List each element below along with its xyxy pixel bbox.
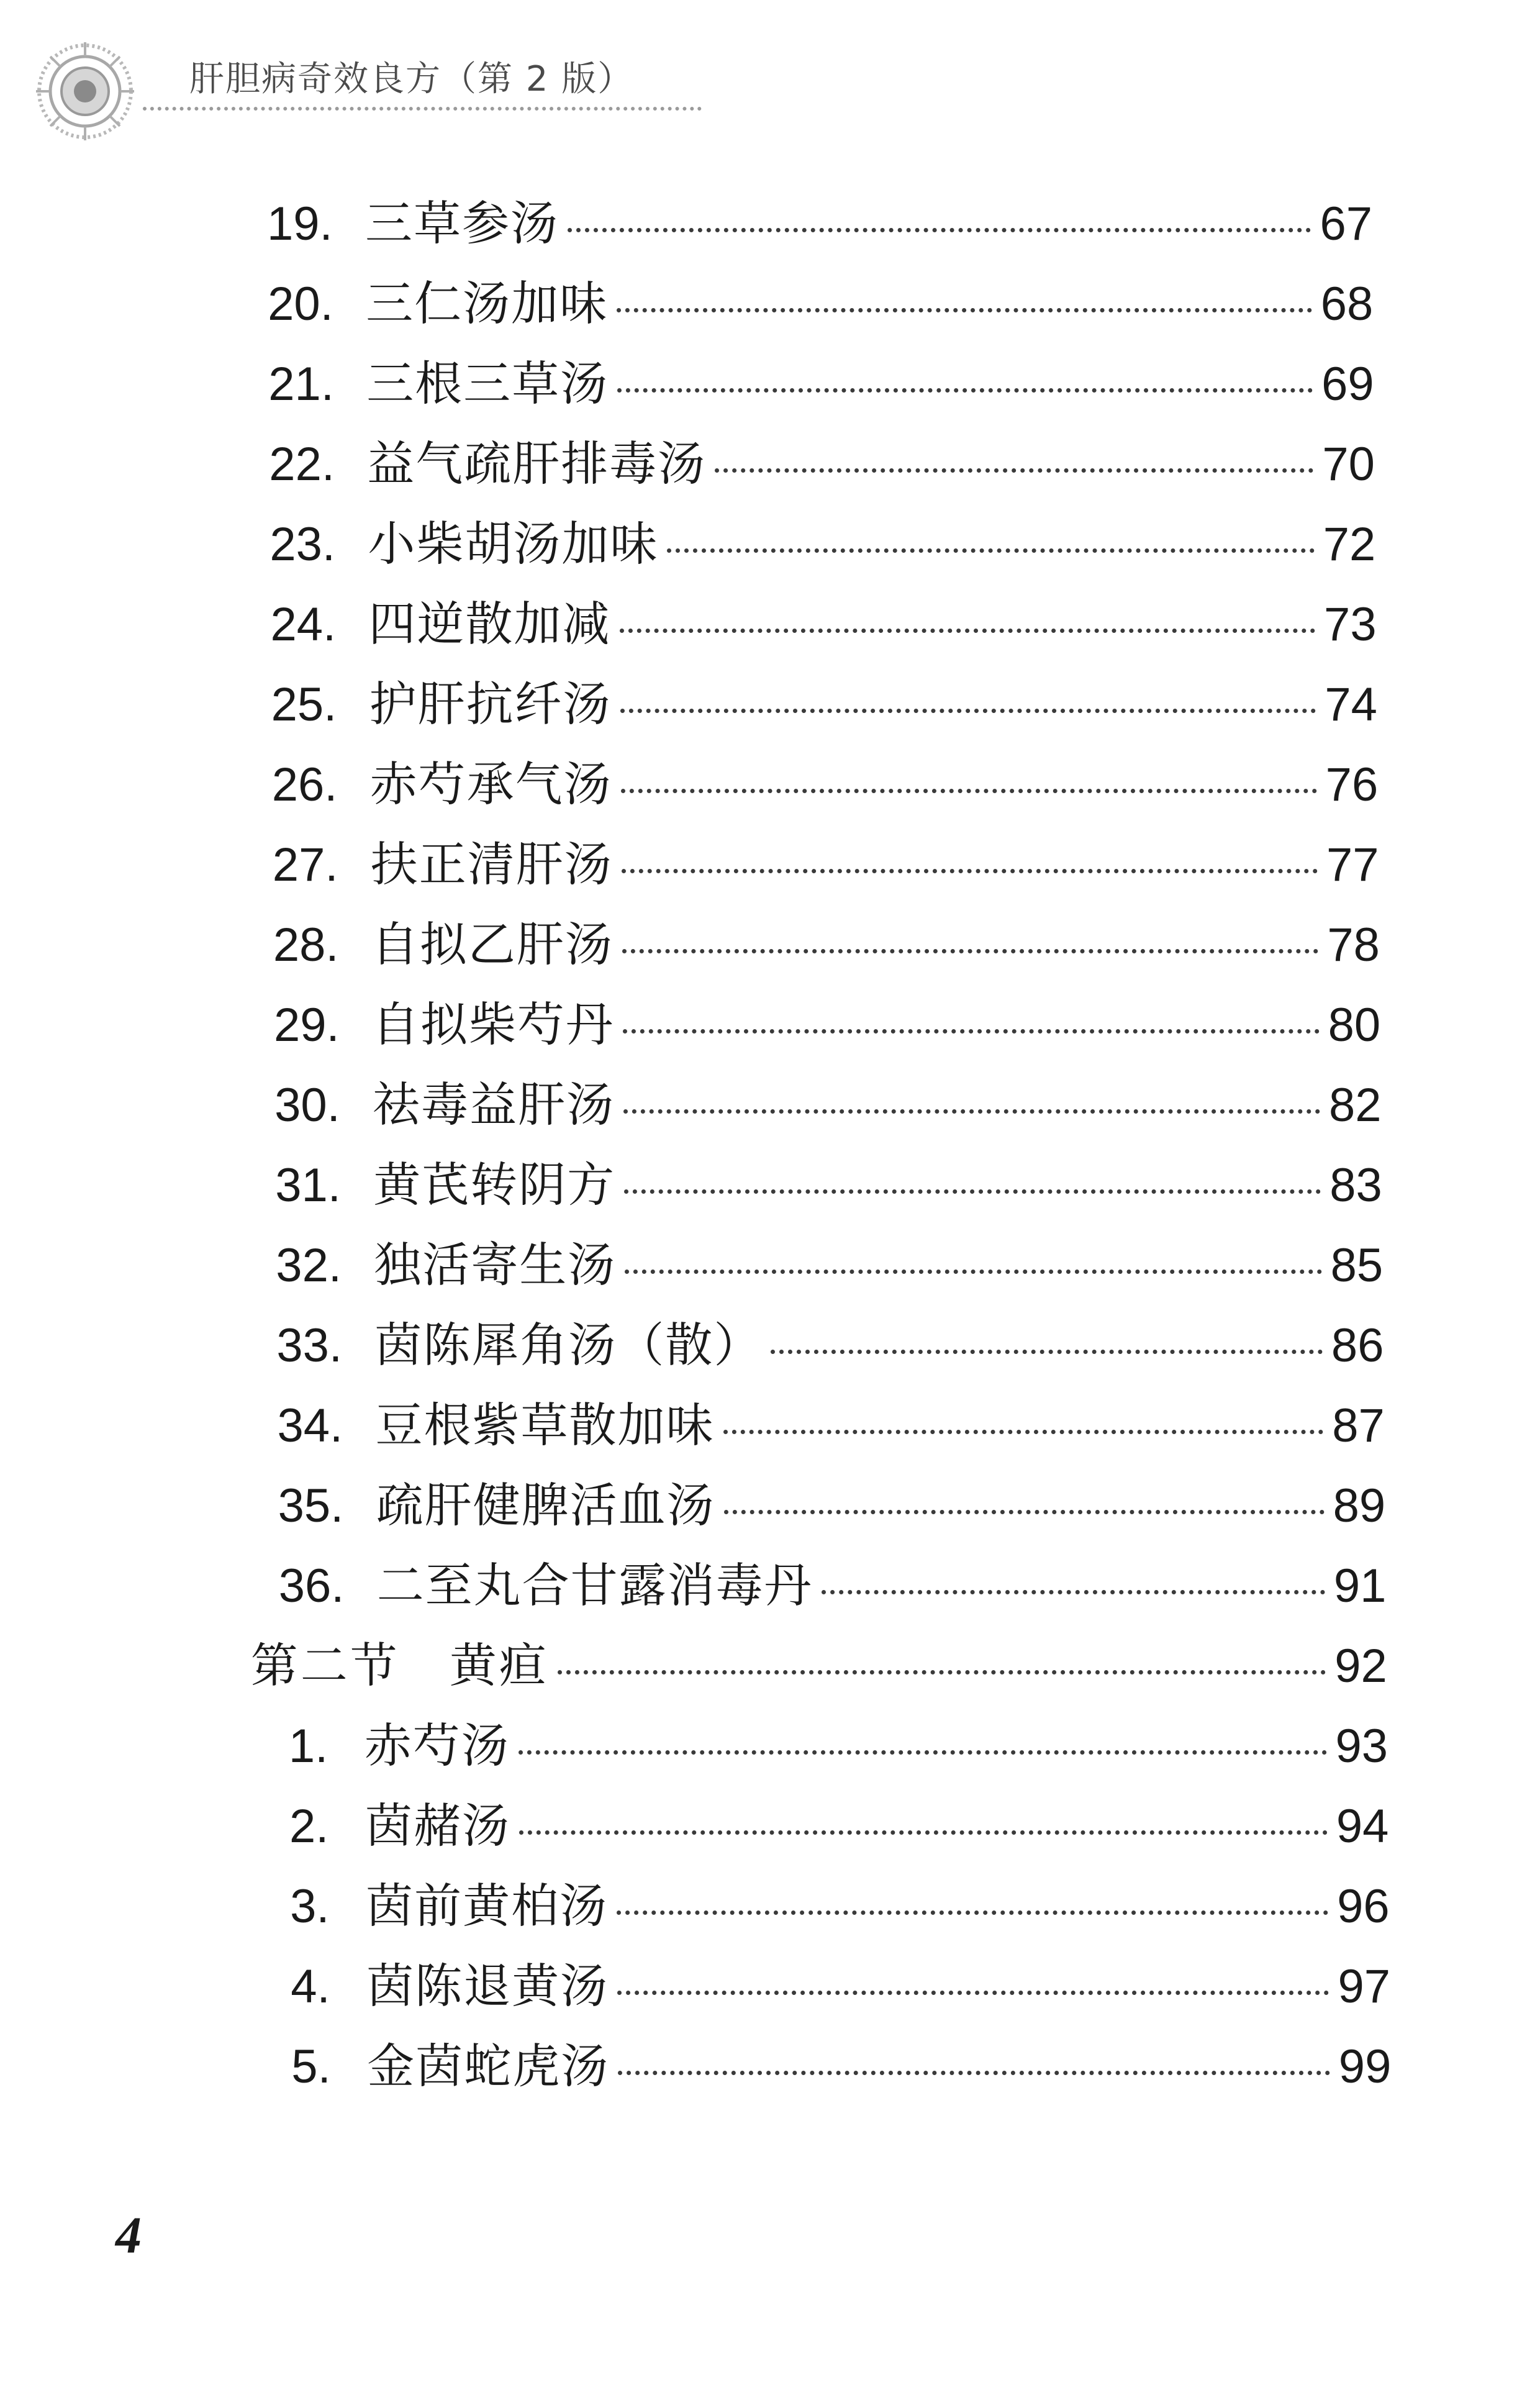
dot-leader	[822, 1590, 1325, 1594]
toc-entry-number: 23.	[270, 518, 336, 571]
dot-leader	[625, 1270, 1321, 1274]
toc-entry-number: 1.	[288, 1720, 328, 1773]
toc-entry-title: 益气疏肝排毒汤	[367, 436, 707, 491]
toc-entry-number: 4.	[291, 1960, 330, 2013]
toc-entry[interactable]	[276, 1228, 1383, 1302]
toc-entry-page: 92	[1334, 1640, 1387, 1692]
dot-leader	[568, 228, 1311, 232]
toc-entry-page: 77	[1326, 838, 1379, 891]
toc-entry[interactable]	[278, 1468, 1386, 1543]
toc-section-heading[interactable]	[251, 1629, 1387, 1703]
dot-leader	[617, 308, 1312, 312]
dot-leader	[622, 949, 1318, 953]
toc-entry-title: 赤芍汤	[364, 1718, 510, 1773]
toc-entry-title: 赤芍承气汤	[369, 756, 612, 812]
toc-entry-title: 茵前黄柏汤	[366, 1878, 609, 1933]
toc-entry-page: 83	[1329, 1159, 1382, 1212]
toc-entry-number: 28.	[273, 919, 339, 971]
toc-entry-page: 87	[1332, 1399, 1385, 1452]
toc-section-title: 第二节 黄疸	[250, 1638, 549, 1693]
dot-leader	[724, 1510, 1325, 1514]
toc-entry[interactable]	[274, 988, 1380, 1062]
toc-entry-title: 黄芪转阴方	[373, 1157, 616, 1212]
dot-leader	[618, 2071, 1330, 2075]
toc-entry-page: 70	[1322, 438, 1375, 491]
toc-entry[interactable]	[274, 1068, 1381, 1142]
toc-entry-page: 72	[1323, 518, 1376, 571]
toc-entry-page: 85	[1330, 1239, 1384, 1292]
toc-entry[interactable]	[279, 1548, 1387, 1623]
toc-entry[interactable]	[268, 266, 1373, 341]
toc-entry-title: 小柴胡汤加味	[368, 516, 659, 571]
dot-leader	[723, 1430, 1324, 1434]
toc-entry[interactable]	[291, 1949, 1390, 2024]
toc-entry-number: 25.	[271, 678, 337, 731]
toc-entry-page: 76	[1325, 758, 1379, 811]
dot-leader	[558, 1670, 1326, 1674]
toc-entry-number: 34.	[277, 1399, 343, 1452]
dot-leader	[519, 1750, 1327, 1755]
toc-entry-page: 69	[1321, 358, 1374, 411]
toc-entry-number: 20.	[268, 278, 333, 330]
toc-entry-title: 自拟乙肝汤	[371, 917, 614, 972]
running-header-title: 肝胆病奇效良方（第 2 版）	[189, 59, 634, 99]
toc-entry[interactable]	[278, 1388, 1385, 1463]
toc-entry-number: 2.	[289, 1800, 329, 1853]
dot-leader	[617, 1910, 1328, 1915]
dot-leader	[621, 789, 1317, 793]
toc-entry-page: 94	[1336, 1800, 1389, 1853]
toc-entry-page: 74	[1325, 678, 1377, 731]
toc-entry-number: 5.	[291, 2040, 331, 2093]
toc-entry-number: 35.	[278, 1479, 344, 1532]
dot-leader	[624, 1189, 1321, 1194]
dot-leader	[622, 869, 1318, 873]
toc-entry-number: 3.	[290, 1880, 330, 1933]
toc-entry-number: 31.	[275, 1159, 341, 1212]
toc-entry-page: 73	[1324, 598, 1377, 651]
toc-entry[interactable]	[270, 507, 1375, 581]
dot-leader	[620, 629, 1316, 633]
toc-entry-title: 茵陈退黄汤	[366, 1958, 609, 2014]
toc-entry-page: 67	[1320, 198, 1372, 250]
dot-leader	[617, 1991, 1329, 1995]
toc-entry-title: 三草参汤	[365, 196, 559, 251]
toc-entry-number: 22.	[269, 438, 335, 491]
toc-entry[interactable]	[291, 2029, 1391, 2104]
toc-entry-number: 32.	[276, 1239, 342, 1292]
dot-leader	[667, 548, 1314, 553]
toc-entry-page: 93	[1335, 1720, 1388, 1773]
header-divider	[143, 107, 702, 111]
toc-entry[interactable]	[272, 747, 1379, 822]
toc-entry-page: 99	[1338, 2040, 1392, 2093]
toc-entry-title: 三仁汤加味	[366, 276, 609, 331]
toc-entry-page: 91	[1333, 1560, 1387, 1612]
toc-entry[interactable]	[273, 827, 1379, 902]
toc-entry-number: 30.	[274, 1079, 340, 1132]
toc-entry-title: 茵赭汤	[365, 1798, 510, 1853]
dot-leader	[617, 388, 1313, 393]
toc-entry-title: 疏肝健脾活血汤	[376, 1478, 715, 1533]
toc-entry-title: 茵陈犀角汤（散）	[374, 1317, 763, 1373]
toc-entry-page: 89	[1333, 1479, 1386, 1532]
dot-leader	[715, 468, 1313, 473]
dot-leader	[620, 709, 1316, 713]
page-number: 4	[116, 2207, 142, 2265]
toc-entry-title: 独活寄生汤	[374, 1237, 617, 1292]
toc-entry[interactable]	[289, 1709, 1388, 1783]
toc-entry-title: 自拟柴芍丹	[372, 997, 614, 1052]
toc-entry-number: 33.	[276, 1319, 343, 1372]
toc-entry[interactable]	[269, 427, 1375, 501]
toc-entry-number: 29.	[274, 999, 340, 1052]
toc-entry[interactable]	[276, 1308, 1384, 1383]
dot-leader	[519, 1830, 1328, 1835]
toc-entry-title: 护肝抗纤汤	[369, 676, 612, 732]
toc-entry-title: 扶正清肝汤	[370, 837, 613, 892]
toc-entry[interactable]	[275, 1148, 1382, 1222]
toc-entry-page: 78	[1327, 919, 1380, 971]
toc-entry-number: 19.	[267, 198, 333, 250]
toc-entry-number: 21.	[268, 358, 334, 411]
toc-entry[interactable]	[271, 587, 1377, 661]
toc-entry-page: 96	[1337, 1880, 1390, 1933]
toc-entry-title: 三根三草汤	[366, 356, 609, 411]
toc-entry-page: 86	[1331, 1319, 1384, 1372]
toc-entry[interactable]	[273, 907, 1380, 982]
toc-entry[interactable]	[267, 186, 1372, 261]
toc-entry-page: 68	[1320, 278, 1374, 330]
toc-entry-title: 豆根紫草散加味	[375, 1397, 715, 1453]
dot-leader	[623, 1029, 1320, 1034]
toc-entry-number: 27.	[272, 838, 338, 891]
toc-entry-number: 26.	[271, 758, 338, 811]
toc-entry-title: 金茵蛇虎汤	[367, 2038, 610, 2094]
toc-entry-page: 97	[1338, 1960, 1391, 2013]
toc-entry-number: 24.	[270, 598, 337, 651]
dot-leader	[623, 1109, 1320, 1114]
ornamental-medallion-icon	[32, 39, 138, 144]
toc-entry[interactable]	[268, 347, 1374, 421]
toc-entry[interactable]	[271, 667, 1377, 742]
toc-entry-title: 四逆散加减	[368, 596, 611, 652]
toc-entry-page: 82	[1328, 1079, 1382, 1132]
toc-entry-page: 80	[1328, 999, 1381, 1052]
toc-entry-number: 36.	[278, 1560, 345, 1612]
toc-entry[interactable]	[289, 1789, 1388, 1863]
dot-leader	[771, 1350, 1323, 1354]
toc-entry-title: 祛毒益肝汤	[373, 1077, 615, 1132]
toc-entry-title: 二至丸合甘露消毒丹	[376, 1558, 813, 1613]
toc-entry[interactable]	[290, 1869, 1390, 1943]
